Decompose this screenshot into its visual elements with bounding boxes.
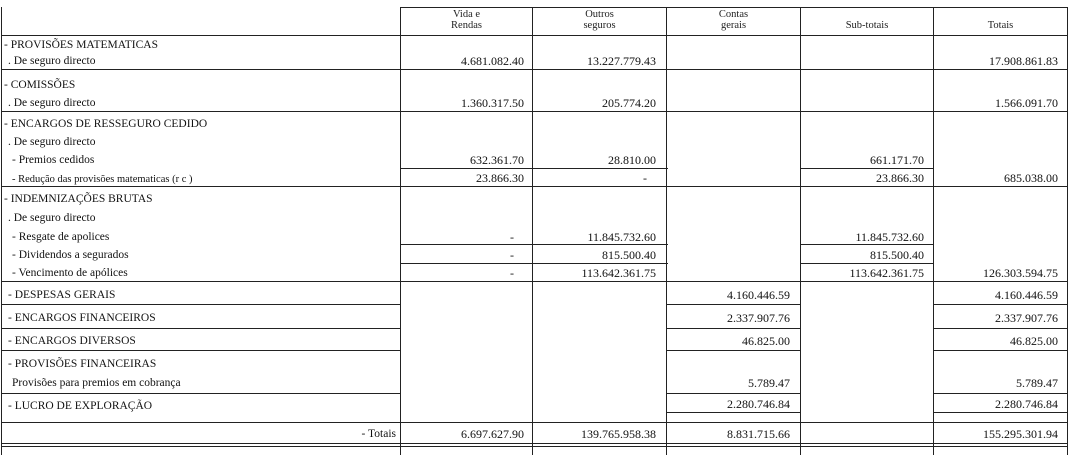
header-contas-line1: Contas	[718, 9, 749, 20]
col-divider	[400, 7, 401, 455]
totals-rule	[1, 443, 1068, 444]
row-label: - Premios cedidos	[12, 154, 95, 166]
section-rule	[1, 304, 401, 305]
section-rule	[1, 69, 1068, 70]
cell-total: 17.908.861.83	[989, 54, 1058, 68]
section-rule	[1, 393, 401, 394]
col-divider	[933, 7, 934, 455]
row-label: - Redução das provisões matematicas (r c )	[12, 174, 193, 185]
section-rule	[1, 422, 1068, 423]
header-sub-totais: Sub-totais	[845, 20, 889, 31]
row-label: . De seguro directo	[8, 97, 96, 109]
cell-subtotal: 661.171.70	[870, 153, 924, 167]
section-rule	[1, 111, 1068, 112]
cell-vida: -	[510, 248, 514, 262]
row-label: - Vencimento de apólices	[12, 267, 128, 279]
sum-rule	[800, 168, 934, 169]
cell-outros: 13.227.779.43	[587, 54, 656, 68]
sum-rule	[666, 393, 800, 394]
cell-subtotal: 113.642.361.75	[849, 266, 924, 280]
cell-subtotal: 11.845.732.60	[855, 230, 924, 244]
cell-contas: 46.825.00	[742, 334, 790, 348]
sum-rule	[933, 350, 1068, 351]
cell-outros-total: 139.765.958.38	[581, 427, 656, 441]
cell-vida-total: 6.697.627.90	[461, 427, 524, 441]
cell-total: 5.789.47	[1016, 376, 1058, 390]
header-outros-line2: seguros	[583, 20, 616, 31]
row-label: . De seguro directo	[8, 55, 96, 67]
row-label-provisoes-matematicas: - PROVISÕES MATEMATICAS	[4, 39, 158, 51]
row-label-despesas-gerais: - DESPESAS GERAIS	[8, 289, 116, 301]
cell-total: 1.566.091.70	[995, 96, 1058, 110]
header-bottom-rule	[1, 35, 1068, 36]
sum-rule	[400, 168, 668, 169]
row-label-comissoes: - COMISSÕES	[4, 79, 76, 91]
header-totais: Totais	[987, 20, 1014, 31]
cell-contas: 2.337.907.76	[727, 311, 790, 325]
sum-rule	[933, 304, 1068, 305]
sum-rule	[933, 328, 1068, 329]
cell-contas: 4.160.446.59	[727, 288, 790, 302]
col-divider	[532, 7, 533, 455]
cell-outros: 113.642.361.75	[581, 266, 656, 280]
col-divider	[666, 7, 667, 455]
cell-contas-total: 8.831.715.66	[727, 427, 790, 441]
row-label-indemnizacoes: - INDEMNIZAÇÕES BRUTAS	[4, 193, 153, 205]
totals-double-rule	[1, 446, 1068, 447]
col-divider	[800, 7, 801, 455]
sum-rule	[400, 263, 668, 264]
sum-rule	[666, 412, 800, 413]
header-vida-line2: Rendas	[451, 20, 482, 31]
cell-outros: 205.774.20	[602, 96, 656, 110]
sum-rule	[933, 412, 1068, 413]
cell-contas: 5.789.47	[748, 376, 790, 390]
header-vida-e-rendas	[401, 9, 532, 31]
cell-vida: 23.866.30	[476, 171, 524, 185]
cell-outros: 28.810.00	[608, 153, 656, 167]
row-label-lucro-exploracao: - LUCRO DE EXPLORAÇÃO	[8, 400, 153, 412]
cell-vida: -	[510, 266, 514, 280]
table-border-right	[1067, 7, 1068, 455]
header-contas-gerais	[667, 9, 800, 31]
cell-outros: 11.845.732.60	[587, 230, 656, 244]
cell-vida: 632.361.70	[470, 153, 524, 167]
cell-vida: 1.360.317.50	[461, 96, 524, 110]
cell-vida: 4.681.082.40	[461, 54, 524, 68]
table-border-left	[1, 7, 2, 455]
cell-total: 4.160.446.59	[995, 288, 1058, 302]
cell-subtotal: 23.866.30	[876, 171, 924, 185]
cell-vida: -	[510, 230, 514, 244]
row-label-encargos-resseguro: - ENCARGOS DE RESSEGURO CEDIDO	[4, 118, 208, 130]
header-outros-line1: Outros	[585, 9, 614, 20]
header-outros-seguros	[533, 9, 666, 31]
row-label: . De seguro directo	[8, 136, 96, 148]
row-label: Provisões para premios em cobrança	[12, 377, 181, 389]
cell-outros: 815.500.40	[602, 248, 656, 262]
section-rule	[1, 350, 401, 351]
row-label-provisoes-financeiras: - PROVISÕES FINANCEIRAS	[8, 358, 157, 370]
sum-rule	[666, 350, 800, 351]
section-rule	[1, 328, 401, 329]
sum-rule	[666, 304, 800, 305]
cell-total: 2.337.907.76	[995, 311, 1058, 325]
sum-rule	[800, 263, 934, 264]
row-label-encargos-financeiros: - ENCARGOS FINANCEIROS	[8, 312, 156, 324]
sum-rule	[400, 244, 668, 245]
header-top-rule	[400, 7, 1068, 8]
cell-outros: -	[643, 171, 647, 185]
cell-subtotal: 815.500.40	[870, 248, 924, 262]
row-label-encargos-diversos: - ENCARGOS DIVERSOS	[8, 335, 136, 347]
section-rule	[1, 186, 1068, 187]
sum-rule	[666, 328, 800, 329]
row-label: - Dividendos a segurados	[12, 249, 129, 261]
row-label-totais: - Totais	[361, 428, 396, 440]
section-rule	[1, 281, 1068, 282]
cell-total: 126.303.594.75	[983, 266, 1058, 280]
cell-total: 46.825.00	[1010, 334, 1058, 348]
sum-rule	[800, 244, 934, 245]
cell-total: 2.280.746.84	[995, 397, 1058, 411]
sum-rule	[933, 393, 1068, 394]
row-label: - Resgate de apolices	[12, 231, 110, 243]
cell-contas: 2.280.746.84	[727, 397, 790, 411]
header-contas-line2: gerais	[720, 20, 747, 31]
cell-total: 685.038.00	[1004, 171, 1058, 185]
cell-grand-total: 155.295.301.94	[983, 427, 1058, 441]
row-label: . De seguro directo	[8, 212, 96, 224]
header-vida-line1: Vida e	[452, 9, 481, 20]
